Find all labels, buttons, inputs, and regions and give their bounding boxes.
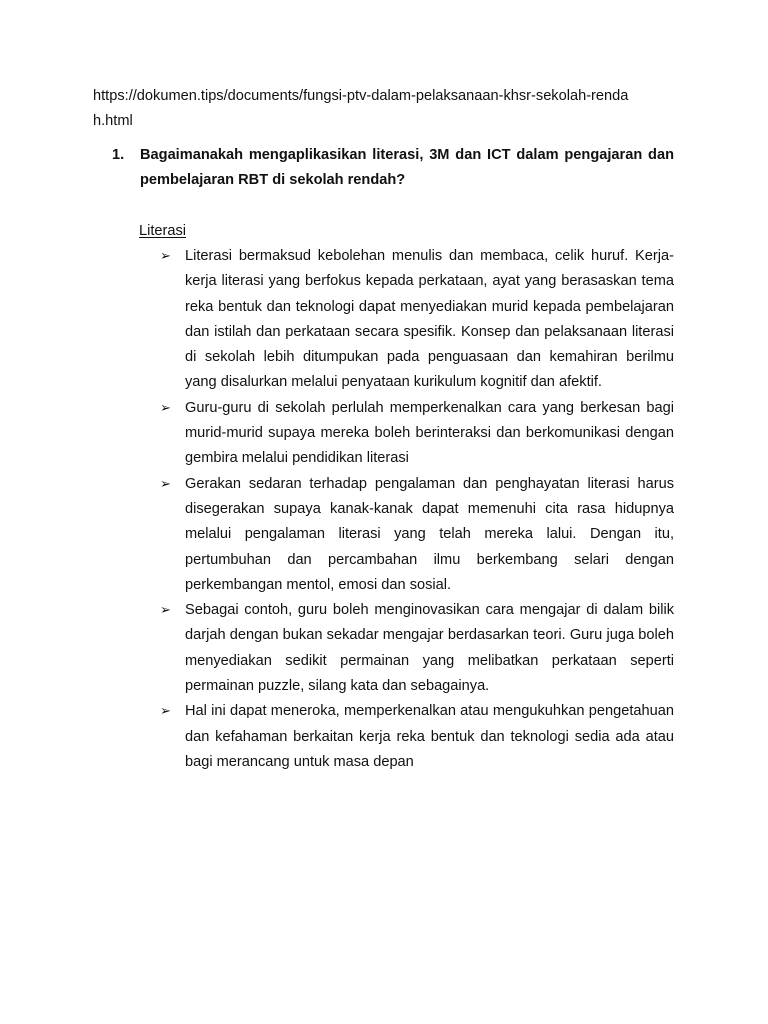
list-item (160, 598, 674, 699)
bullet-text: Guru-guru di sekolah perlulah memperkenalkan cara yang berkesan bagi murid-murid supaya mereka boleh berinteraksi dan berkomunikasi dengan gembira melalui pendidikan literasi (185, 399, 674, 467)
list-item (160, 472, 674, 598)
bullet-text: Sebagai contoh, guru boleh menginovasikan cara mengajar di dalam bilik darjah dengan bukan sekadar mengajar berdasarkan teori. Guru juga boleh menyediakan sedikit permainan yang melibatkan perkataan seperti permainan puzzle, silang kata dan sebagainya. (185, 602, 674, 695)
list-item (160, 699, 674, 775)
source-url: https://dokumen.tips/documents/fungsi-ptv-dalam-pelaksanaan-khsr-sekolah-rendah.html (93, 88, 629, 130)
question-number: 1. (112, 147, 125, 163)
section-heading-literasi: Literasi (139, 223, 187, 239)
arrowhead-bullet-icon: ➢ (160, 400, 171, 416)
arrowhead-bullet-icon: ➢ (160, 476, 171, 492)
bullet-text: Hal ini dapat meneroka, memperkenalkan atau mengukuhkan pengetahuan dan kefahaman berkaitan kerja reka bentuk dan teknologi sedia ada atau bagi merancang untuk masa depan (185, 703, 674, 770)
bullet-text: Literasi bermaksud kebolehan menulis dan membaca, celik huruf. Kerja-kerja literasi yang berfokus kepada perkataan, ayat yang berasaskan tema reka bentuk dan teknologi dapat menyediakan murid kepada pembelajaran dan istilah dan perkataan secara spesifik. Konsep dan pelaksanaan literasi di sekolah lebih ditumpukan pada penguasaan dan kemahiran berilmu yang disalurkan melalui penyataan kurikulum kognitif dan afektif. (185, 248, 674, 391)
list-item (160, 396, 674, 472)
bullet-text: Gerakan sedaran terhadap pengalaman dan penghayatan literasi harus disegerakan supaya kanak-kanak dapat memenuhi cita rasa hidupnya melalui pengalaman literasi yang telah mereka lalui. Dengan itu, pertumbuhan dan percambahan ilmu berkembang selari dengan perkembangan mentol, emosi dan sosial. (185, 475, 674, 593)
literasi-bullet-list (160, 244, 674, 775)
question-text: Bagaimanakah mengaplikasikan literasi, 3M dan ICT dalam pengajaran dan pembelajaran RBT di sekolah rendah? (140, 147, 674, 189)
arrowhead-bullet-icon: ➢ (160, 603, 171, 619)
question-1 (112, 143, 674, 194)
arrowhead-bullet-icon: ➢ (160, 704, 171, 720)
list-item (160, 244, 674, 396)
arrowhead-bullet-icon: ➢ (160, 249, 171, 264)
